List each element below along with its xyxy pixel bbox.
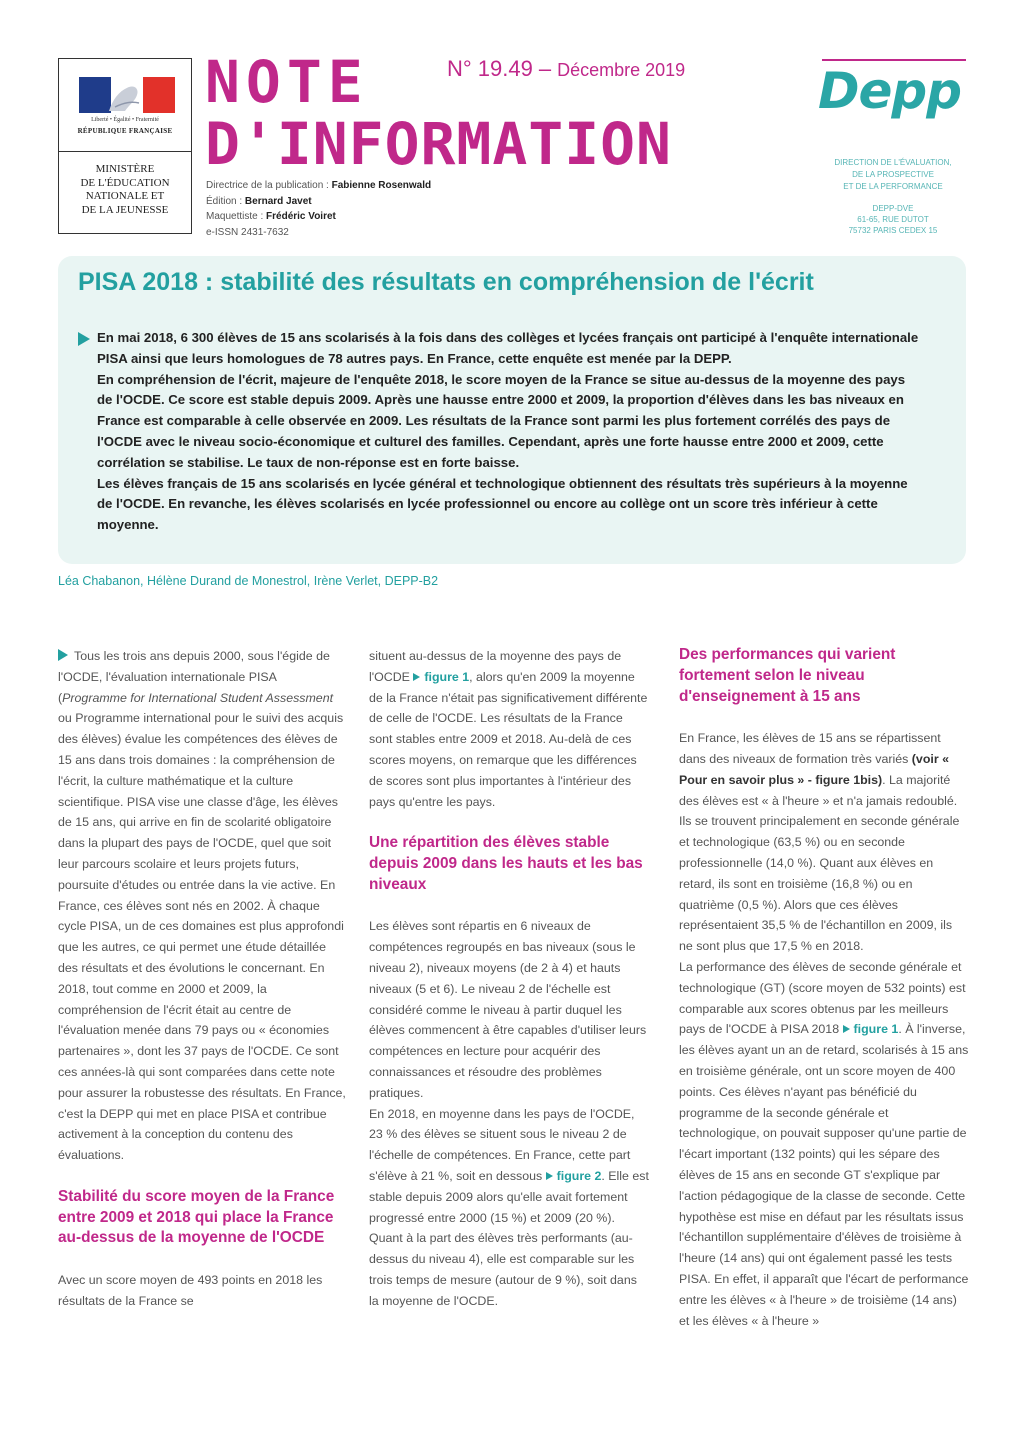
arrow-icon [78, 332, 90, 346]
republic-motto: Liberté • Égalité • Fraternité [91, 117, 159, 123]
ministry-logo [58, 58, 192, 234]
section-heading: Des performances qui varient fortement selon le niveau d'enseignement à 15 ans [679, 646, 896, 705]
arrow-icon [843, 1025, 850, 1033]
issue-date: Décembre 2019 [557, 60, 686, 80]
body-column-1 [58, 646, 348, 1312]
authors: Léa Chabanon, Hélène Durand de Monestrol, Irène Verlet, DEPP-B2 [58, 574, 439, 588]
marianne-icon [79, 77, 175, 113]
body-column-3 [679, 645, 969, 1331]
paragraph: En France, les élèves de 15 ans se répartissent dans des niveaux de formation très variés (voir « Pour en savoir plus » - figure 1bis). La majorité des élèves est « à l'heure » et n'a jamais redoublé. Ils se trouvent principalement en seconde générale et technologique (63,5 %) ou en seconde professionnelle (14,0 %). Quant aux élèves en retard, ils sont en troisième (16,8 %) ou en quatrième (0,5 %). Alors que ces élèves représentaient 35,5 % de l'échantillon en 2009, ils ne sont plus que 17,5 % en 2018. [679, 731, 960, 954]
figure-link[interactable]: figure 2 [546, 1169, 602, 1183]
publication-credits: Directrice de la publication : Fabienne Rosenwald Édition : Bernard Javet Maquettiste : Frédéric Voiret e-ISSN 2431-7632 [206, 180, 432, 238]
title-note: NOTE [205, 48, 369, 116]
paragraph: situent au-dessus de la moyenne des pays de l'OCDE figure 1, alors qu'en 2009 la moyenne de la France n'était pas significativement différente de celle de l'OCDE. Les résultats de la France sont stables entre 2009 et 2018. Au-delà de ces scores moyens, on remarque que les différences de scores sont plus importantes à l'intérieur des pays qu'entre les pays. [369, 649, 648, 809]
arrow-icon [546, 1172, 553, 1180]
arrow-icon [413, 673, 420, 681]
summary-title: PISA 2018 : stabilité des résultats en compréhension de l'écrit [78, 268, 814, 296]
paragraph: En 2018, en moyenne dans les pays de l'OCDE, 23 % des élèves se situent sous le niveau 2 de l'échelle de compétences. En France, cette part s'élève à 21 %, soit en dessous figure 2. Elle est stable depuis 2009 alors qu'elle avait fortement progressé entre 2000 (15 %) et 2009 (20 %). Quant à la part des élèves très performants (au-dessus du niveau 4), elle est comparable sur les trois temps de mesure (autour de 9 %), soit dans la moyenne de l'OCDE. [369, 1106, 649, 1308]
depp-subtitle: DIRECTION DE L'ÉVALUATION, DE LA PROSPECTIVE ET DE LA PERFORMANCE [834, 158, 952, 191]
intro-paragraph: Tous les trois ans depuis 2000, sous l'égide de l'OCDE, l'évaluation internationale PISA (Programme for International Student Assessment ou Programme international pour le suivi des acquis des élèves) évalue les compétences des élèves de 15 ans dans trois domaines : la compréhension de l'écrit, la culture mathématique et la culture scientifique. PISA vise une classe d'âge, les élèves de 15 ans, qui arrive en fin de scolarité obligatoire dans la plupart des pays de l'OCDE, quel que soit leur parcours scolaire et leurs projets futurs, poursuite d'études ou entrée dans la vie active. En France, ces élèves sont nés en 2002. À chaque cycle PISA, un de ces domaines est plus approfondi que les autres, ce qui permet une étude détaillée des résultats et des évolutions le concernant. En 2018, tout comme en 2000 et 2009, la compréhension de l'écrit était au centre de l'évaluation menée dans 79 pays ou « économies partenaires », dont les 37 pays de l'OCDE. Ce sont ces années-là qui sont comparées dans cette note pour assurer la robustesse des résultats. En France, c'est la DEPP qui met en place PISA et contribue activement à la conception du contenu des évaluations. [58, 649, 346, 1163]
figure-link[interactable]: figure 1 [413, 670, 469, 684]
summary-text [97, 328, 919, 536]
summary-paragraph: Les élèves français de 15 ans scolarisés en lycée général et technologique obtiennent des résultats très supérieurs à la moyenne de l'OCDE. En revanche, les élèves scolarisés en lycée professionnel ou encore au collège ont un score très inférieur à cette moyenne. [97, 475, 908, 533]
section-heading: Une répartition des élèves stable depuis 2009 dans les hauts et les bas niveaux [369, 834, 643, 893]
ministry-name: MINISTÈRE DE L'ÉDUCATION NATIONALE ET DE LA JEUNESSE [80, 163, 170, 216]
section-heading: Stabilité du score moyen de la France entre 2009 et 2018 qui place la France au-dessus de la moyenne de l'OCDE [58, 1187, 335, 1247]
depp-rule [822, 59, 966, 61]
figure-link[interactable]: figure 1 [843, 1022, 899, 1036]
title-information: D'INFORMATION [205, 110, 672, 178]
marianne-block [59, 59, 191, 152]
issue-info: N° 19.49 – Décembre 2019 [447, 56, 686, 81]
republic-name: RÉPUBLIQUE FRANÇAISE [77, 127, 173, 135]
summary-paragraph: En mai 2018, 6 300 élèves de 15 ans scolarisés à la fois dans des collèges et lycées français ont participé à l'enquête internationale PISA ainsi que leurs homologues de 78 autres pays. En France, cette enquête est menée par la DEPP. [97, 330, 919, 366]
paragraph: La performance des élèves de seconde générale et technologique (GT) (score moyen de 532 points) est comparable aux scores obtenus par les meilleurs pays de l'OCDE à PISA 2018 figure 1. À l'inverse, les élèves ayant un an de retard, scolarisés à 15 ans en troisième générale, ont un score moyen de 400 points. Ces élèves n'ayant pas bénéficié du programme de la seconde générale et technologique, on pouvait supposer qu'une partie de l'écart important (132 points) qui les sépare des élèves de 15 ans en seconde GT s'explique par l'action pédagogique de la classe de seconde. Cette hypothèse est mise en défaut par les résultats issus l'échantillon supplémentaire d'élèves de troisième à l'heure (14 ans) qui ont également passé les tests PISA. En effet, il apparaît que l'écart de performance entre les élèves « à l'heure » de troisième (14 ans) et les élèves « à l'heure » [679, 959, 969, 1328]
paragraph: Avec un score moyen de 493 points en 2018 les résultats de la France se [58, 1272, 323, 1308]
depp-logo: Depp [818, 62, 961, 120]
issue-number: N° 19.49 [447, 56, 533, 81]
arrow-icon [58, 649, 68, 661]
depp-address: DEPP-DVE 61-65, RUE DUTOT 75732 PARIS CEDEX 15 [848, 204, 938, 235]
summary-paragraph: En compréhension de l'écrit, majeure de l'enquête 2018, le score moyen de la France se situe au-dessus de la moyenne des pays de l'OCDE. Ce score est stable depuis 2009. Après une hausse entre 2000 et 2009, la proportion d'élèves dans les bas niveaux en France est comparable à celle observée en 2009. Les résultats de la France sont parmi les plus fortement corrélés des pays de l'OCDE avec le niveau socio-économique et culturel des familles. Cependant, après une forte hausse entre 2000 et 2009, cette corrélation se stabilise. Le taux de non-réponse est en forte baisse. [97, 371, 906, 470]
body-column-2 [369, 646, 649, 1312]
paragraph: Les élèves sont répartis en 6 niveaux de compétences regroupés en bas niveaux (sous le niveau 2), niveaux moyens (de 2 à 4) et hauts niveaux (5 et 6). Le niveau 2 de l'échelle est considéré comme le niveau à partir duquel les élèves commencent à être capables d'utiliser leurs compétences en lecture pour acquérir des connaissances et résoudre des problèmes pratiques. [369, 919, 647, 1100]
